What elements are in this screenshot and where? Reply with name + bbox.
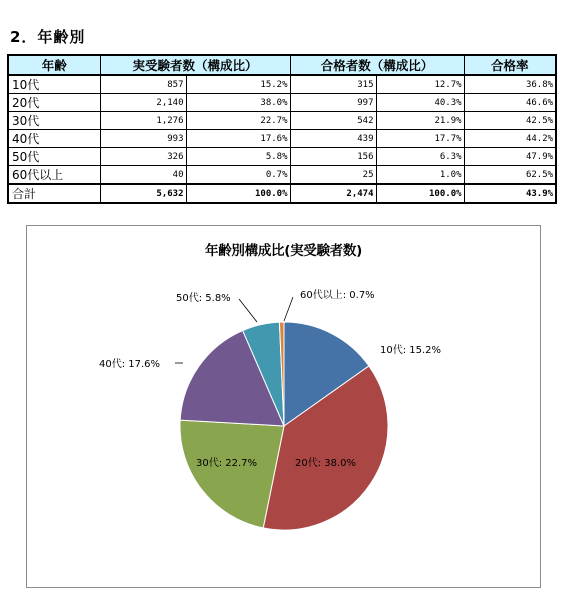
- cell-examinees: 857: [100, 75, 186, 94]
- data-label-2: 20代: 38.0%: [295, 458, 357, 469]
- cell-passers-ratio: 6.3%: [376, 148, 464, 166]
- cell-examinees: 993: [100, 130, 186, 148]
- cell-total-label: 合計: [8, 184, 100, 203]
- cell-passers-ratio: 21.9%: [376, 112, 464, 130]
- cell-age: 20代: [8, 94, 100, 112]
- data-label-3: 30代: 22.7%: [196, 458, 258, 469]
- cell-pass-rate: 47.9%: [464, 148, 556, 166]
- cell-passers: 156: [290, 148, 376, 166]
- cell-age: 40代: [8, 130, 100, 148]
- cell-total-passers-ratio: 100.0%: [376, 184, 464, 203]
- cell-examinees-ratio: 22.7%: [186, 112, 290, 130]
- cell-total-examinees-ratio: 100.0%: [186, 184, 290, 203]
- cell-examinees-ratio: 38.0%: [186, 94, 290, 112]
- cell-pass-rate: 46.6%: [464, 94, 556, 112]
- cell-passers-ratio: 40.3%: [376, 94, 464, 112]
- table-row: [8, 94, 556, 112]
- cell-examinees: 326: [100, 148, 186, 166]
- header-examinees: 実受験者数（構成比）: [100, 55, 290, 75]
- data-label-1: 10代: 15.2%: [380, 345, 442, 356]
- cell-examinees-ratio: 17.6%: [186, 130, 290, 148]
- cell-pass-rate: 36.8%: [464, 75, 556, 94]
- cell-passers: 439: [290, 130, 376, 148]
- cell-passers: 542: [290, 112, 376, 130]
- age-stats-table: [7, 54, 557, 204]
- cell-age: 10代: [8, 75, 100, 94]
- data-label-4: 40代: 17.6%: [99, 359, 161, 370]
- data-label-5: 50代: 5.8%: [176, 293, 231, 304]
- header-age: 年齢: [8, 55, 100, 75]
- cell-passers: 315: [290, 75, 376, 94]
- cell-examinees-ratio: 0.7%: [186, 166, 290, 185]
- cell-passers: 25: [290, 166, 376, 185]
- cell-pass-rate: 42.5%: [464, 112, 556, 130]
- data-label-6: 60代以上: 0.7%: [300, 290, 375, 301]
- cell-examinees-ratio: 5.8%: [186, 148, 290, 166]
- cell-passers-ratio: 12.7%: [376, 75, 464, 94]
- cell-total-examinees: 5,632: [100, 184, 186, 203]
- table-header-row: [8, 55, 556, 75]
- cell-pass-rate: 62.5%: [464, 166, 556, 185]
- cell-examinees-ratio: 15.2%: [186, 75, 290, 94]
- table-row: [8, 130, 556, 148]
- cell-examinees: 40: [100, 166, 186, 185]
- leader-line-5: [239, 299, 257, 322]
- cell-age: 50代: [8, 148, 100, 166]
- cell-examinees: 2,140: [100, 94, 186, 112]
- section-title: 2．年齢別: [10, 28, 86, 46]
- table-row: [8, 166, 556, 185]
- cell-passers-ratio: 17.7%: [376, 130, 464, 148]
- pie-chart: [27, 226, 540, 587]
- cell-age: 60代以上: [8, 166, 100, 185]
- cell-total-pass-rate: 43.9%: [464, 184, 556, 203]
- header-passers: 合格者数（構成比）: [290, 55, 464, 75]
- cell-total-passers: 2,474: [290, 184, 376, 203]
- chart-title: 年齢別構成比(実受験者数): [205, 243, 362, 259]
- table-row: [8, 112, 556, 130]
- header-pass-rate: 合格率: [464, 55, 556, 75]
- pie-chart-panel: [26, 225, 541, 588]
- table-row: [8, 148, 556, 166]
- cell-passers: 997: [290, 94, 376, 112]
- cell-pass-rate: 44.2%: [464, 130, 556, 148]
- cell-passers-ratio: 1.0%: [376, 166, 464, 185]
- table-row: [8, 75, 556, 94]
- cell-examinees: 1,276: [100, 112, 186, 130]
- table-total-row: [8, 184, 556, 203]
- cell-age: 30代: [8, 112, 100, 130]
- leader-line-6: [284, 297, 293, 321]
